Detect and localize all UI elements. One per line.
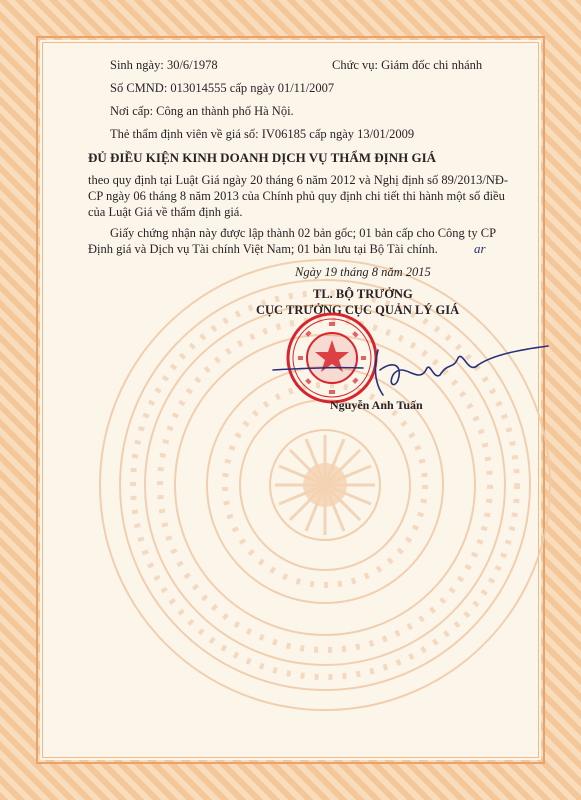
issue-date: Ngày 19 tháng 8 năm 2015: [295, 265, 431, 279]
qualification-heading: ĐỦ ĐIỀU KIỆN KINH DOANH DỊCH VỤ THẨM ĐỊNH GIÁ: [88, 150, 437, 165]
copies-line-1: Giấy chứng nhận này được lập thành 02 bản gốc; 01 bản cấp cho Công ty CP: [110, 226, 497, 240]
initial-mark: ar: [474, 241, 486, 256]
authority-title-1: TL. BỘ TRƯỞNG: [313, 287, 413, 301]
authority-title-2: CỤC TRƯỞNG CỤC QUẢN LÝ GIÁ: [256, 303, 460, 317]
position-text: Chức vụ: Giám đốc chi nhánh: [332, 58, 483, 72]
signer-name: Nguyễn Anh Tuấn: [330, 398, 423, 412]
handwritten-signature-icon: [268, 340, 553, 400]
dob-text: Sinh ngày: 30/6/1978: [110, 58, 218, 72]
legal-basis-line-3: của Luật Giá về thẩm định giá.: [88, 205, 243, 219]
id-card-text: Số CMND: 013014555 cấp ngày 01/11/2007: [110, 81, 335, 95]
legal-basis-line-2: CP ngày 06 tháng 8 năm 2013 của Chính phủ quy định chi tiết thi hành một số điều: [88, 189, 505, 203]
copies-line-2: Định giá và Dịch vụ Tài chính Việt Nam; 01 bản lưu tại Bộ Tài chính.: [88, 242, 438, 256]
legal-basis-line-1: theo quy định tại Luật Giá ngày 20 tháng 6 năm 2012 và Nghị định số 89/2013/NĐ-: [88, 173, 509, 187]
appraiser-card-text: Thẻ thẩm định viên về giá số: IV06185 cấp ngày 13/01/2009: [110, 127, 415, 141]
issued-by-text: Nơi cấp: Công an thành phố Hà Nội.: [110, 104, 294, 118]
